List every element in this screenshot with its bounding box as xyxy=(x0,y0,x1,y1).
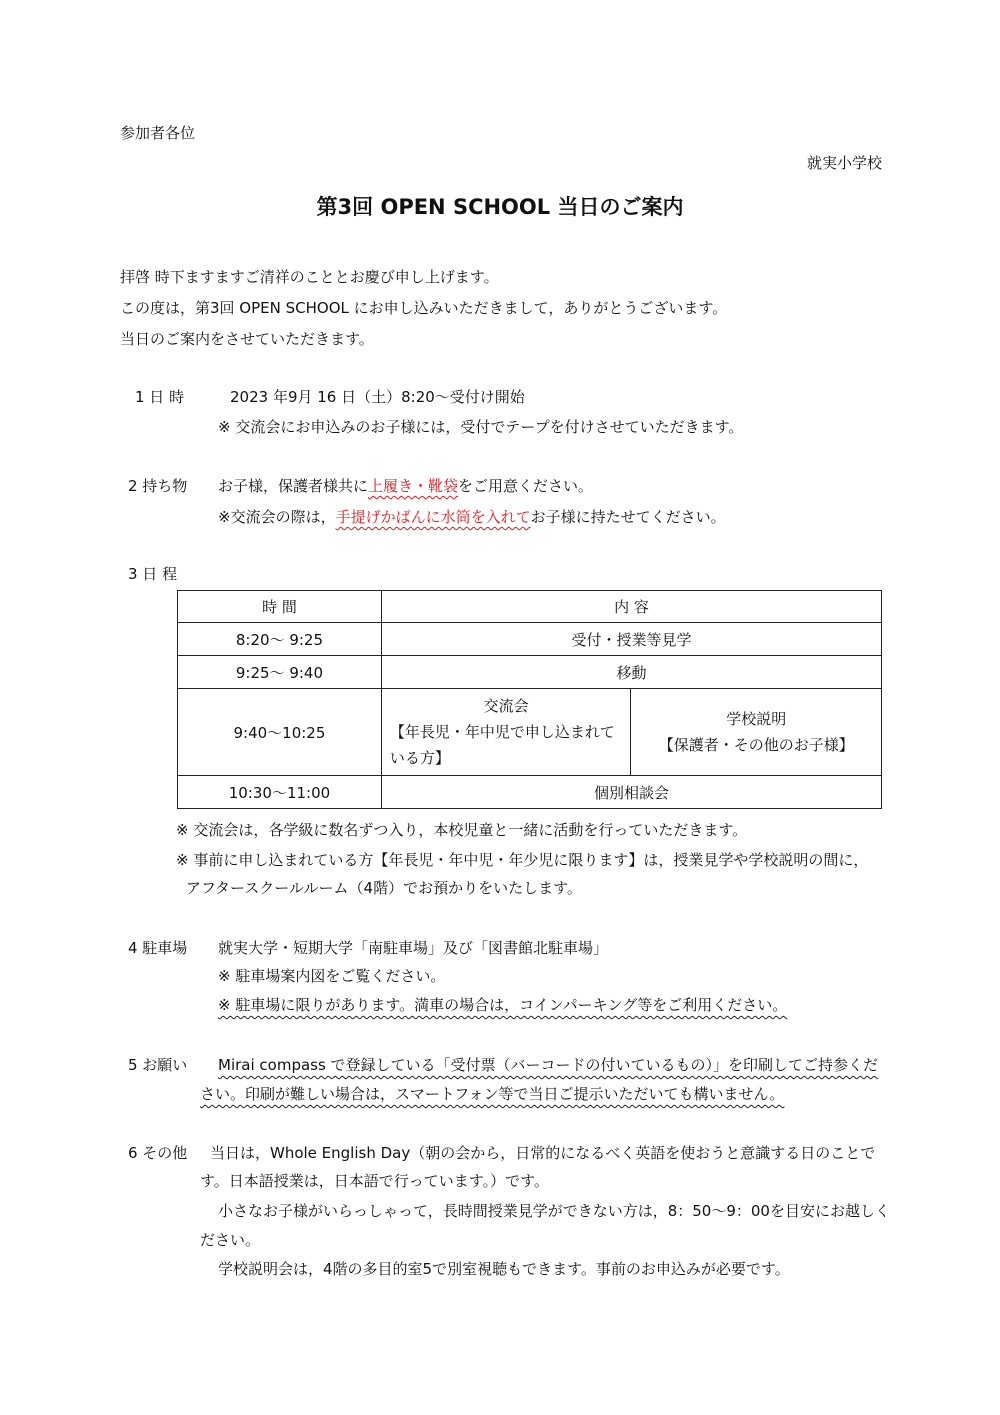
greeting-line-1: 拝啓 時下ますますご清祥のこととお慶び申し上げます。 xyxy=(120,268,499,286)
section-3-note-3: アフタースクールルーム（4階）でお預かりをいたします。 xyxy=(186,879,582,897)
section-4-note-2: ※ 駐車場に限りがあります。満車の場合は，コインパーキング等をご利用ください。 xyxy=(218,996,788,1014)
section-5-line-2: さい。印刷が難しい場合は，スマートフォン等で当日ご提示いただいても構いません。 xyxy=(200,1085,785,1103)
exchange-target-line-1: 【年長児・年中児で申し込まれて xyxy=(389,723,615,741)
section-3-note-1: ※ 交流会は，各学級に数名ずつ入り，本校児童と一緒に活動を行っていただきます。 xyxy=(176,821,748,839)
section-6-line-4: ださい。 xyxy=(200,1231,261,1249)
document-title: 第3回 OPEN SCHOOL 当日のご案内 xyxy=(316,195,684,219)
row-exchange-cell xyxy=(381,689,631,776)
row-briefing-cell xyxy=(631,689,882,776)
section-3-label: 3 日 程 xyxy=(128,565,178,583)
addressee: 参加者各位 xyxy=(120,124,196,142)
section-4-label: 4 駐車場 xyxy=(128,939,188,957)
header-content: 内 容 xyxy=(381,591,881,623)
section-2-line-2 xyxy=(218,510,726,525)
schedule-table xyxy=(177,590,882,809)
row-content: 移動 xyxy=(381,656,881,689)
table-row xyxy=(178,623,882,656)
section-2-line-1-pre: お子様，保護者様共に xyxy=(218,477,369,495)
section-6-label: 6 その他 xyxy=(128,1144,188,1162)
section-1-note: ※ 交流会にお申込みのお子様には，受付でテープを付けさせていただきます。 xyxy=(218,418,744,436)
briefing-target: 【保護者・その他のお子様】 xyxy=(658,736,854,754)
section-6-line-1: 当日は，Whole English Day（朝の会から，日常的になるべく英語を使おうと意識する日のことで xyxy=(210,1144,876,1162)
section-2-line-1 xyxy=(218,479,593,494)
row-time: 9:25～ 9:40 xyxy=(178,656,382,689)
section-2-highlight-shoes: 上履き・靴袋 xyxy=(368,477,459,495)
row-content: 個別相談会 xyxy=(381,776,881,809)
section-4-note-1: ※ 駐車場案内図をご覧ください。 xyxy=(218,967,446,985)
section-5-line-1: Mirai compass で登録している「受付票（バーコードの付いているもの）」を印刷してご持参くだ xyxy=(218,1056,879,1074)
exchange-title: 交流会 xyxy=(483,697,529,715)
table-header-row xyxy=(178,591,882,623)
section-2-line-1-post: をご用意ください。 xyxy=(458,477,594,495)
section-2-label: 2 持ち物 xyxy=(128,477,188,495)
header-time: 時 間 xyxy=(178,591,382,623)
section-1-label: 1 日 時 xyxy=(135,388,185,406)
exchange-target-line-2: いる方】 xyxy=(389,749,450,767)
section-4-text: 就実大学・短期大学「南駐車場」及び「図書館北駐車場」 xyxy=(218,939,609,957)
section-6-line-3: 小さなお子様がいらっしゃって，長時間授業見学ができない方は，8：50～9：00を目安にお越しく xyxy=(218,1202,890,1220)
section-2-highlight-bag: 手提げかばんに水筒を入れて xyxy=(335,508,531,526)
greeting-line-2: この度は，第3回 OPEN SCHOOL にお申し込みいただきまして，ありがとうございます。 xyxy=(120,299,728,317)
section-1-datetime: 2023 年9月 16 日（土）8:20～受付け開始 xyxy=(230,388,525,406)
section-2-line-2-post: お子様に持たせてください。 xyxy=(530,508,726,526)
row-content: 受付・授業等見学 xyxy=(381,623,881,656)
section-6-line-2: す。日本語授業は，日本語で行っています。）です。 xyxy=(200,1172,549,1190)
table-row xyxy=(178,656,882,689)
section-6-line-5: 学校説明会は，4階の多目的室5で別室視聴もできます。事前のお申込みが必要です。 xyxy=(218,1260,790,1278)
table-row xyxy=(178,689,882,776)
row-time: 9:40～10:25 xyxy=(178,689,382,776)
briefing-title: 学校説明 xyxy=(726,710,787,728)
table-row xyxy=(178,776,882,809)
section-5-label: 5 お願い xyxy=(128,1056,188,1074)
row-time: 8:20～ 9:25 xyxy=(178,623,382,656)
row-time: 10:30～11:00 xyxy=(178,776,382,809)
section-3-note-2: ※ 事前に申し込まれている方【年長児・年中児・年少児に限ります】は，授業見学や学校説明の間に， xyxy=(176,851,869,869)
section-2-line-2-pre: ※交流会の際は， xyxy=(218,508,336,526)
greeting-line-3: 当日のご案内をさせていただきます。 xyxy=(120,330,374,348)
sender-name: 就実小学校 xyxy=(806,154,882,172)
